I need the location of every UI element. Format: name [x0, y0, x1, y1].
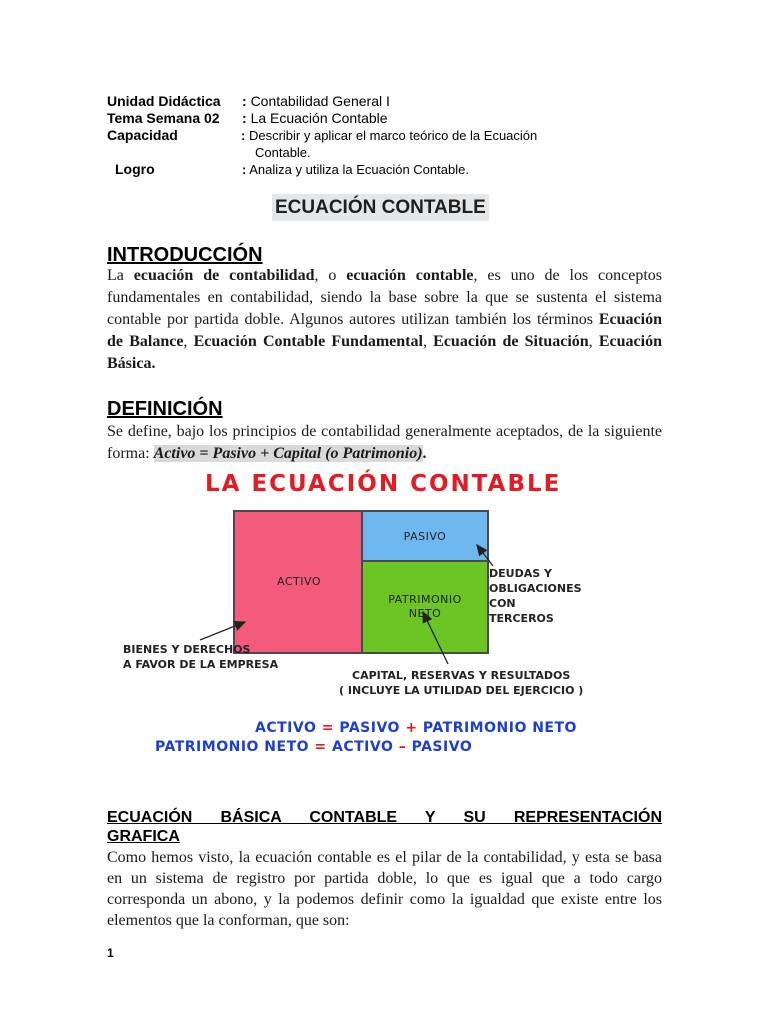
header-key-capacidad: Capacidad	[107, 127, 178, 143]
header-key-logro: Logro	[115, 161, 155, 177]
equation-1: ACTIVO = PASIVO + PATRIMONIO NETO	[255, 720, 577, 736]
section3-heading: ECUACIÓN BÁSICA CONTABLE Y SU REPRESENTACIÓN	[107, 809, 662, 826]
header-key-tema: Tema Semana 02	[107, 110, 220, 126]
note-deudas: DEUDAS Y OBLIGACIONES CON TERCEROS	[489, 567, 582, 625]
patrimonio-label-1: PATRIMONIO	[388, 593, 462, 606]
intro-paragraph: La ecuación de contabilidad, o ecuación contable, es uno de los conceptos fundamentales en contabilidad, siendo la base sobre la que se sustenta el sistema contable por partida doble. Algunos autores utilizan también los términos Ecuación de Balance, Ecuación Contable Fundamental, Ecuación de Situación, Ecuación Básica.	[107, 267, 663, 372]
section3-heading-line2: GRAFICA	[107, 828, 180, 845]
activo-label: ACTIVO	[277, 575, 321, 588]
page-number: 1	[107, 946, 114, 960]
diagram-title: LA ECUACIÓN CONTABLE	[205, 471, 562, 497]
header-value-tema: : La Ecuación Contable	[242, 110, 388, 126]
header-value-capacidad-cont: Contable.	[255, 145, 311, 160]
pasivo-label: PASIVO	[403, 530, 447, 543]
formula-highlight: Activo = Pasivo + Capital (o Patrimonio)	[153, 445, 423, 462]
intro-heading: INTRODUCCIÓN	[107, 244, 263, 266]
section3-paragraph: Como hemos visto, la ecuación contable es el pilar de la contabilidad, y esta se basa en un sistema de registro por partida doble, lo que es igual que a todo cargo corresponda un abono, y la podemos definir como la igualdad que existe entre los elementos que la conforman, que son:	[107, 849, 662, 929]
header-value-unidad: : Contabilidad General I	[242, 93, 390, 109]
page-title: ECUACIÓN CONTABLE	[272, 194, 489, 221]
definition-paragraph: Se define, bajo los principios de contabilidad generalmente aceptados, de la siguiente forma: Activo = Pasivo + Capital (o Patrimonio).	[107, 423, 662, 462]
note-capital: CAPITAL, RESERVAS Y RESULTADOS ( INCLUYE LA UTILIDAD DEL EJERCICIO )	[339, 669, 584, 697]
equation-2: PATRIMONIO NETO = ACTIVO – PASIVO	[155, 739, 473, 755]
note-bienes: BIENES Y DERECHOS A FAVOR DE LA EMPRESA	[123, 643, 279, 671]
header-key-unidad: Unidad Didáctica	[107, 93, 221, 109]
header-value-logro: : Analiza y utiliza la Ecuación Contable.	[242, 162, 469, 177]
definition-heading: DEFINICIÓN	[107, 398, 223, 420]
header-value-capacidad: : Describir y aplicar el marco teórico de la Ecuación	[241, 128, 538, 143]
accounting-equation-diagram	[123, 462, 625, 772]
patrimonio-label-2: NETO	[408, 607, 442, 620]
